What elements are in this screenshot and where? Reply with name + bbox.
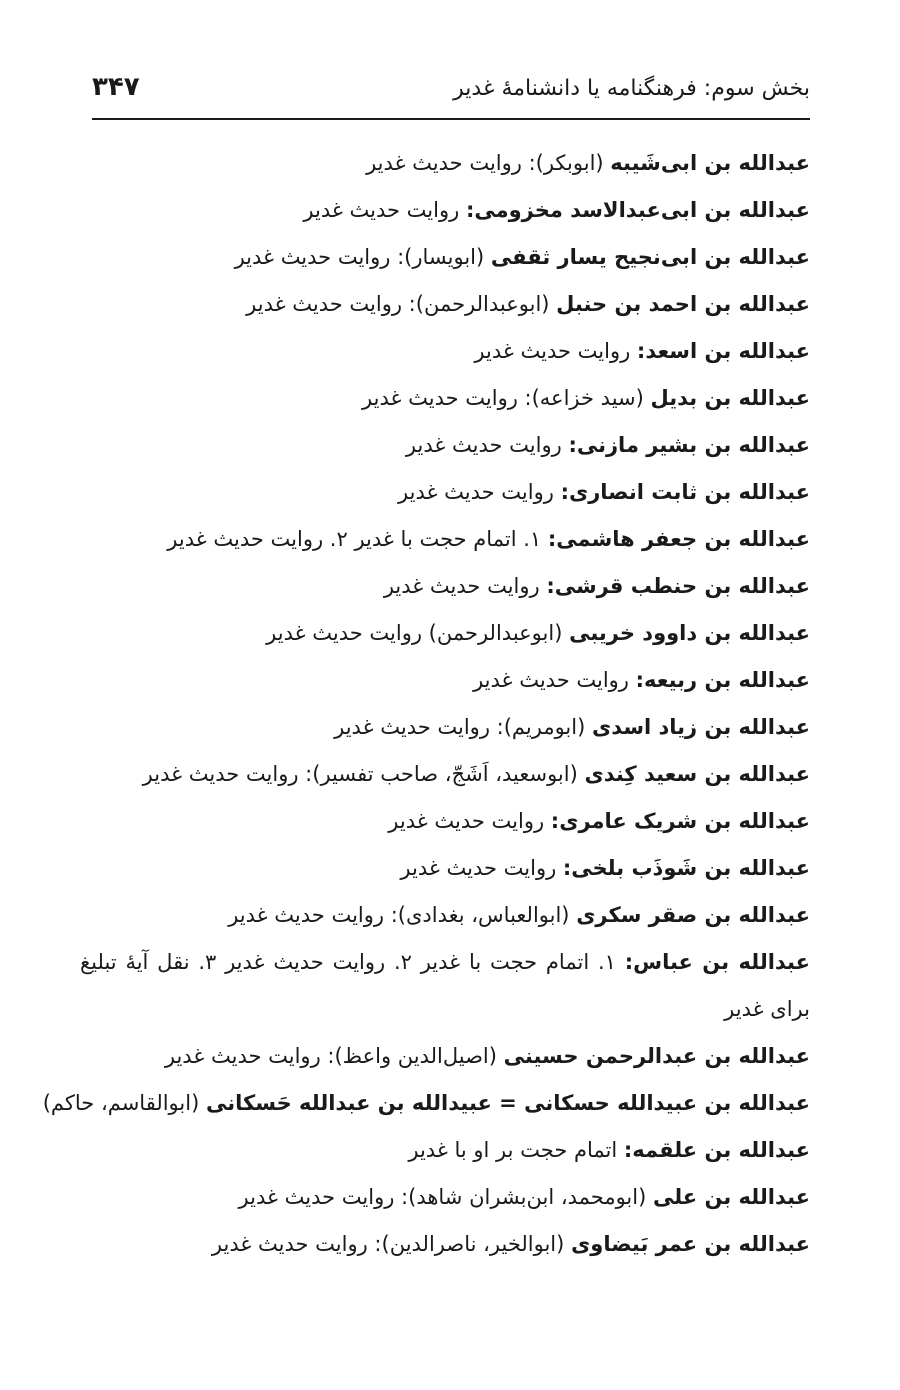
running-title: بخش سوم: فرهنگنامه یا دانشنامهٔ غدیر: [453, 76, 810, 101]
entry-name: عبدالله بن احمد بن حنبل: [556, 292, 810, 316]
entry-text: (ابوالخیر، ناصرالدین): روایت حدیث غدیر: [211, 1232, 572, 1256]
entry-item: [80, 845, 810, 892]
entry-text: ۱. اتمام حجت با غدیر ۲. روایت حدیث غدیر ۳. نقل آیهٔ تبلیغ برای غدیر: [80, 950, 810, 1021]
entry-item: [80, 469, 810, 516]
entry-name: عبدالله بن ربیعه:: [635, 668, 810, 692]
entry-name: عبدالله بن شَوذَب بلخی:: [562, 856, 810, 880]
entry-item: [80, 1127, 810, 1174]
entry-name: عبدالله بن داوود خریبی: [569, 621, 810, 645]
entry-item: [80, 234, 810, 281]
entry-name: عبدالله بن عمر بَیضاوی: [571, 1232, 810, 1256]
entry-text: (ابوسعید، اَشَجّ، صاحب تفسیر): روایت حدیث غدیر: [142, 762, 585, 786]
entry-item: [80, 563, 810, 610]
entry-text: (ابوعبدالرحمن): روایت حدیث غدیر: [246, 292, 557, 316]
page-number: ۳۴۷: [92, 72, 140, 102]
entry-item: [80, 610, 810, 657]
entry-item: [80, 516, 810, 563]
header-divider: [92, 118, 810, 120]
entry-item: [80, 422, 810, 469]
entry-text: (ابومحمد، ابن‌بشران شاهد): روایت حدیث غدیر: [238, 1185, 653, 1209]
entry-text: ۱. اتمام حجت با غدیر ۲. روایت حدیث غدیر: [167, 527, 548, 551]
entry-text: روایت حدیث غدیر: [388, 809, 551, 833]
entry-name: عبدالله بن سعید کِندی: [584, 762, 810, 786]
entry-name: عبدالله بن حنطب قرشی:: [546, 574, 810, 598]
entry-name: عبدالله بن زیاد اسدی: [591, 715, 810, 739]
entry-name: عبدالله بن ابی‌شَیبه: [610, 151, 810, 175]
entry-text: روایت حدیث غدیر: [398, 480, 561, 504]
entry-name: عبدالله بن شریک عامری:: [550, 809, 810, 833]
entry-item: [80, 704, 810, 751]
entry-text: (سید خزاعه): روایت حدیث غدیر: [362, 386, 651, 410]
entry-item: [80, 892, 810, 939]
entry-text: روایت حدیث غدیر: [474, 339, 637, 363]
entry-item: [80, 328, 810, 375]
entry-text: روایت حدیث غدیر: [383, 574, 547, 598]
entry-text: (ابوالقاسم، حاکم): [42, 1091, 206, 1115]
entry-name: عبدالله بن جعفر هاشمی:: [547, 527, 810, 551]
entry-item: [80, 939, 810, 1033]
entry-name: عبدالله بن ابی‌عبدالاسد مخزومی:: [465, 198, 810, 222]
entry-name: عبدالله بن صقر سکری: [576, 903, 810, 927]
entry-item: [80, 1033, 810, 1080]
entry-name: عبدالله بن ثابت انصاری:: [560, 480, 810, 504]
entry-name: عبدالله بن بشیر مازنی:: [568, 433, 810, 457]
entry-name: عبدالله بن عبدالرحمن حسینی: [503, 1044, 810, 1068]
entry-item: [80, 1221, 810, 1268]
entry-item: [80, 140, 810, 187]
entry-name: عبدالله بن علقمه:: [623, 1138, 810, 1162]
entry-item: [42, 1080, 810, 1127]
entry-item: [80, 657, 810, 704]
entry-list: [42, 140, 810, 1268]
entry-text: روایت حدیث غدیر: [473, 668, 636, 692]
entry-item: [80, 751, 810, 798]
entry-name: عبدالله بن عباس:: [624, 950, 810, 974]
entry-name: عبدالله بن بدیل: [650, 386, 810, 410]
entry-text: (ابوبکر): روایت حدیث غدیر: [366, 151, 611, 175]
entry-text: روایت حدیث غدیر: [405, 433, 569, 457]
entry-name: عبدالله بن ابی‌نجیح یسار ثقفی: [490, 245, 810, 269]
entry-item: [80, 375, 810, 422]
entry-text: (اصیل‌الدین واعظ): روایت حدیث غدیر: [164, 1044, 504, 1068]
entry-item: [80, 187, 810, 234]
entry-name: عبدالله بن عبیدالله حسکانی = عبیدالله بن عبدالله حَسکانی: [205, 1091, 810, 1115]
entry-text: (ابوعبدالرحمن) روایت حدیث غدیر: [266, 621, 570, 645]
entry-item: [80, 1174, 810, 1221]
entry-text: (ابوالعباس، بغدادی): روایت حدیث غدیر: [228, 903, 577, 927]
entry-name: عبدالله بن اسعد:: [636, 339, 810, 363]
entry-text: اتمام حجت بر او با غدیر: [408, 1138, 624, 1162]
entry-item: [80, 798, 810, 845]
entry-name: عبدالله بن علی: [652, 1185, 810, 1209]
page-header: [92, 72, 810, 112]
entry-text: روایت حدیث غدیر: [400, 856, 563, 880]
entry-item: [80, 281, 810, 328]
entry-text: روایت حدیث غدیر: [303, 198, 466, 222]
entry-text: (ابویسار): روایت حدیث غدیر: [234, 245, 491, 269]
entry-text: (ابومریم): روایت حدیث غدیر: [334, 715, 592, 739]
